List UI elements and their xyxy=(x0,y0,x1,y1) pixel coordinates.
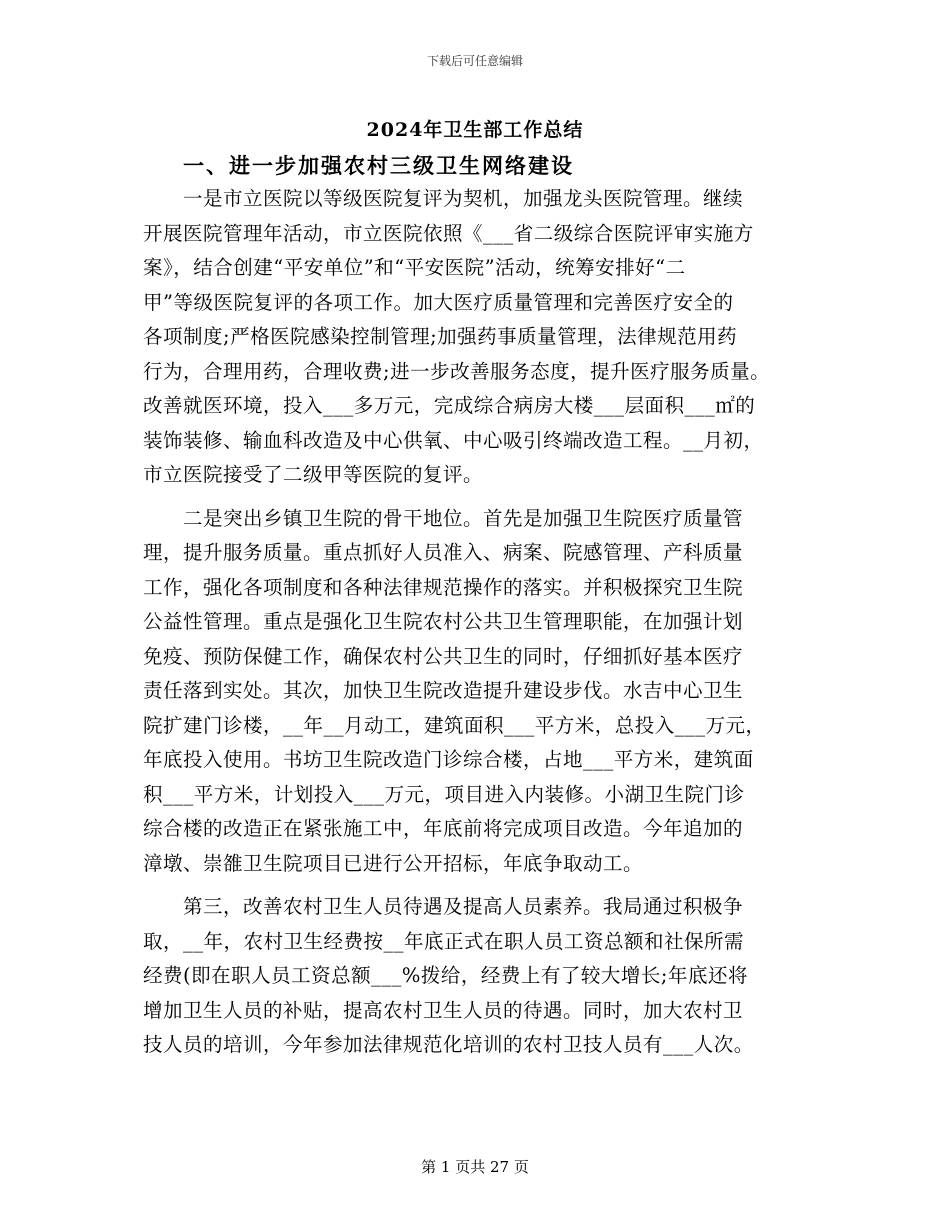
text-line: 第三，改善农村卫生人员待遇及提高人员素养。我局通过积极争 xyxy=(143,895,744,918)
document-body xyxy=(143,182,803,1063)
text-line: 案》，结合创建“平安单位”和“平安医院”活动，统筹安排好“二 xyxy=(143,256,686,279)
text-line: 改善就医环境，投入___多万元，完成综合病房大楼___层面积___㎡的 xyxy=(143,394,756,417)
text-line: 二是突出乡镇卫生院的骨干地位。首先是加强卫生院医疗质量管 xyxy=(143,506,744,530)
text-line: 公益性管理。重点是强化卫生院农村公共卫生管理职能，在加强计划 xyxy=(143,610,744,633)
text-line: 行为，合理用药，合理收费;进一步改善服务态度，提升医疗服务质量。 xyxy=(143,359,771,383)
header-note: 下载后可任意编辑 xyxy=(426,54,523,68)
text-line: 年底投入使用。书坊卫生院改造门诊综合楼，占地___平方米，建筑面 xyxy=(143,748,754,771)
text-line: 漳墩、崇雒卫生院项目已进行公开招标，年底争取动工。 xyxy=(143,851,644,875)
text-line: 取，__年，农村卫生经费按__年底正式在职人员工资总额和社保所需 xyxy=(143,929,745,953)
text-line: 增加卫生人员的补贴，提高农村卫生人员的待遇。同时，加大农村卫 xyxy=(143,998,744,1022)
text-line: 经费(即在职人员工资总额___%拨给，经费上有了较大增长;年底还将 xyxy=(143,964,748,987)
text-line: 责任落到实处。其次，加快卫生院改造提升建设步伐。水吉中心卫生 xyxy=(143,679,744,702)
text-line: 各项制度;严格医院感染控制管理;加强药事质量管理，法律规范用药 xyxy=(143,325,738,348)
text-line: 工作，强化各项制度和各种法律规范操作的落实。并积极探究卫生院 xyxy=(143,575,744,599)
paragraph xyxy=(143,182,803,493)
section-heading: 一、进一步加强农村三级卫生网络建设 xyxy=(183,153,574,178)
text-line: 积___平方米，计划投入___万元，项目进入内装修。小湖卫生院门诊 xyxy=(143,782,745,806)
text-line: 综合楼的改造正在紧张施工中，年底前将完成项目改造。今年追加的 xyxy=(143,817,744,840)
page-footer: 第 1 页共 27 页 xyxy=(421,1158,529,1176)
text-line: 市立医院接受了二级甲等医院的复评。 xyxy=(143,463,484,486)
text-line: 装饰装修、输血科改造及中心供氧、中心吸引终端改造工程。__月初， xyxy=(143,428,764,452)
paragraph xyxy=(143,890,803,1063)
paragraph-gap xyxy=(143,493,803,502)
text-line: 院扩建门诊楼，__年__月动工，建筑面积___平方米，总投入___万元， xyxy=(143,713,766,737)
text-line: 一是市立医院以等级医院复评为契机，加强龙头医院管理。继续 xyxy=(143,187,744,210)
text-line: 技人员的培训，今年参加法律规范化培训的农村卫技人员有___人次。 xyxy=(143,1033,754,1056)
text-line: 开展医院管理年活动，市立医院依照《___省二级综合医院评审实施方 xyxy=(143,221,754,245)
text-line: 甲”等级医院复评的各项工作。加大医疗质量管理和完善医疗安全的 xyxy=(143,290,734,314)
paragraph-gap xyxy=(143,881,803,890)
text-line: 免疫、预防保健工作，确保农村公共卫生的同时，仔细抓好基本医疗 xyxy=(143,644,744,668)
paragraph xyxy=(143,502,803,882)
document-title: 2024年卫生部工作总结 xyxy=(366,119,584,141)
text-line: 理，提升服务质量。重点抓好人员准入、病案、院感管理、产科质量 xyxy=(143,541,744,564)
